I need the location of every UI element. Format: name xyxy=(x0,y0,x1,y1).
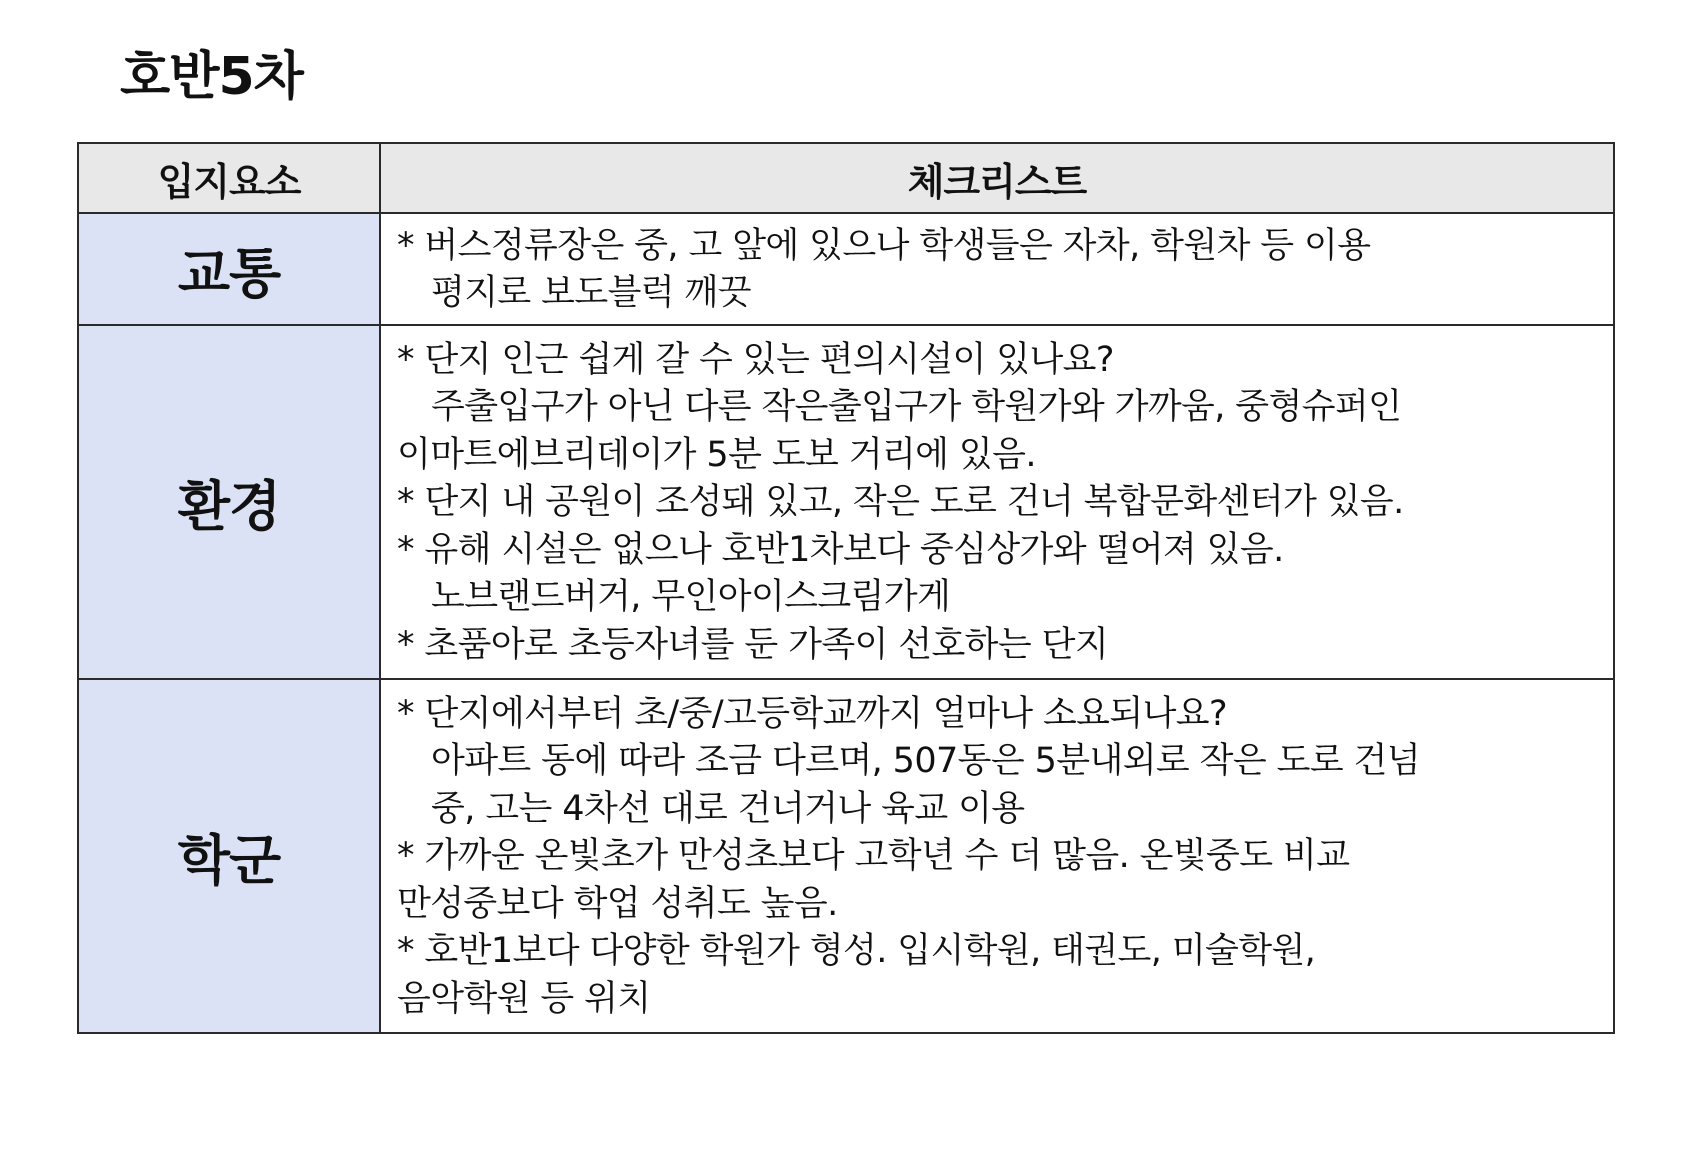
factor-environment: 환경 xyxy=(78,325,380,679)
checklist-line: * 단지에서부터 초/중/고등학교까지 얼마나 소요되나요? xyxy=(397,693,1227,734)
checklist-line: 중, 고는 4차선 대로 건너거나 육교 이용 xyxy=(431,788,1025,829)
checklist-line: 평지로 보도블럭 깨끗 xyxy=(431,273,751,313)
checklist-line: * 버스정류장은 중, 고 앞에 있으나 학생들은 자차, 학원차 등 이용 xyxy=(397,225,1371,266)
checklist-line: * 가까운 온빛초가 만성초보다 고학년 수 더 많음. 온빛중도 비교 xyxy=(397,836,1350,877)
checklist-table xyxy=(77,142,1615,1034)
table-row-environment xyxy=(78,325,1614,679)
checklist-line: 주출입구가 아닌 다른 작은출입구가 학원가와 가까움, 중형슈퍼인 xyxy=(431,387,1402,428)
checklist-environment xyxy=(380,325,1614,679)
table-row-transport xyxy=(78,213,1614,325)
checklist-line: * 호반1보다 다양한 학원가 형성. 입시학원, 태권도, 미술학원, xyxy=(397,931,1316,972)
table-row-school-district xyxy=(78,679,1614,1033)
checklist-line: 아파트 동에 따라 조금 다르며, 507동은 5분내외로 작은 도로 건넘 xyxy=(431,741,1420,782)
checklist-line: 만성중보다 학업 성취도 높음. xyxy=(397,883,838,924)
checklist-line: * 단지 내 공원이 조성돼 있고, 작은 도로 건너 복합문화센터가 있음. xyxy=(397,482,1404,523)
checklist-line: * 단지 인근 쉽게 갈 수 있는 편의시설이 있나요? xyxy=(397,339,1114,380)
checklist-line: 이마트에브리데이가 5분 도보 거리에 있음. xyxy=(397,434,1036,475)
factor-transport: 교통 xyxy=(78,213,380,325)
checklist-line: 노브랜드버거, 무인아이스크림가게 xyxy=(431,577,951,618)
table-header-row xyxy=(78,143,1614,213)
header-location-factor: 입지요소 xyxy=(78,143,380,213)
factor-school-district: 학군 xyxy=(78,679,380,1033)
checklist-transport xyxy=(380,213,1614,325)
checklist-school-district xyxy=(380,679,1614,1033)
header-checklist: 체크리스트 xyxy=(380,143,1614,213)
checklist-line: * 초품아로 초등자녀를 둔 가족이 선호하는 단지 xyxy=(397,624,1109,665)
checklist-line: * 유해 시설은 없으나 호반1차보다 중심상가와 떨어져 있음. xyxy=(397,529,1284,570)
page-title: 호반5차 xyxy=(120,47,303,107)
checklist-line: 음악학원 등 위치 xyxy=(397,978,651,1019)
